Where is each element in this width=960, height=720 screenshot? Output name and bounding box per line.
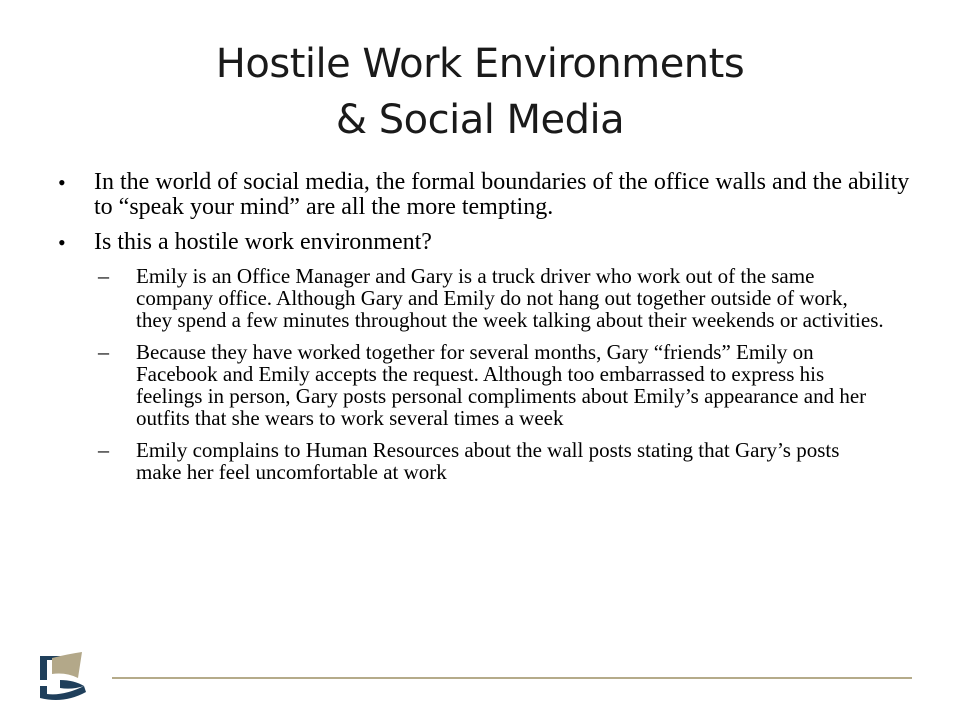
footer-divider: [112, 677, 912, 679]
logo-dark-swoosh: [60, 680, 84, 689]
slide-content: [58, 170, 918, 493]
dash-icon: –: [98, 437, 109, 462]
company-logo-icon: [38, 650, 90, 702]
dash-icon: –: [98, 263, 109, 288]
slide-title: [60, 36, 900, 148]
sub-item-3: [58, 439, 888, 483]
logo-tan-shape: [52, 652, 82, 678]
bullet-item-2: [58, 230, 918, 255]
sub-item-text: Because they have worked together for several months, Gary “friends” Emily on Facebook and Emily accepts the request. Although too embarrassed to express his feelings in person, Gary posts personal compliments about Emily’s appearance and her outfits that she wears to work several times a week: [136, 340, 867, 430]
dash-icon: –: [98, 339, 109, 364]
sub-item-1: [58, 265, 888, 331]
bullet-icon: •: [58, 170, 66, 195]
sub-item-text: Emily complains to Human Resources about the wall posts stating that Gary’s posts make her feel uncomfortable at work: [136, 438, 840, 484]
bullet-text: In the world of social media, the formal boundaries of the office walls and the ability to “speak your mind” are all the more tempting.: [94, 169, 910, 220]
title-line-2: & Social Media: [335, 97, 625, 143]
title-line-1: Hostile Work Environments: [215, 41, 745, 87]
bullet-item-1: [58, 170, 918, 220]
bullet-icon: •: [58, 230, 66, 255]
sub-item-2: [58, 341, 888, 429]
bullet-text: Is this a hostile work environment?: [94, 229, 432, 255]
sub-item-text: Emily is an Office Manager and Gary is a truck driver who work out of the same company office. Although Gary and Emily do not hang out together outside of work, they spend a few minutes throughout the week talking about their weekends or activities.: [136, 264, 884, 332]
